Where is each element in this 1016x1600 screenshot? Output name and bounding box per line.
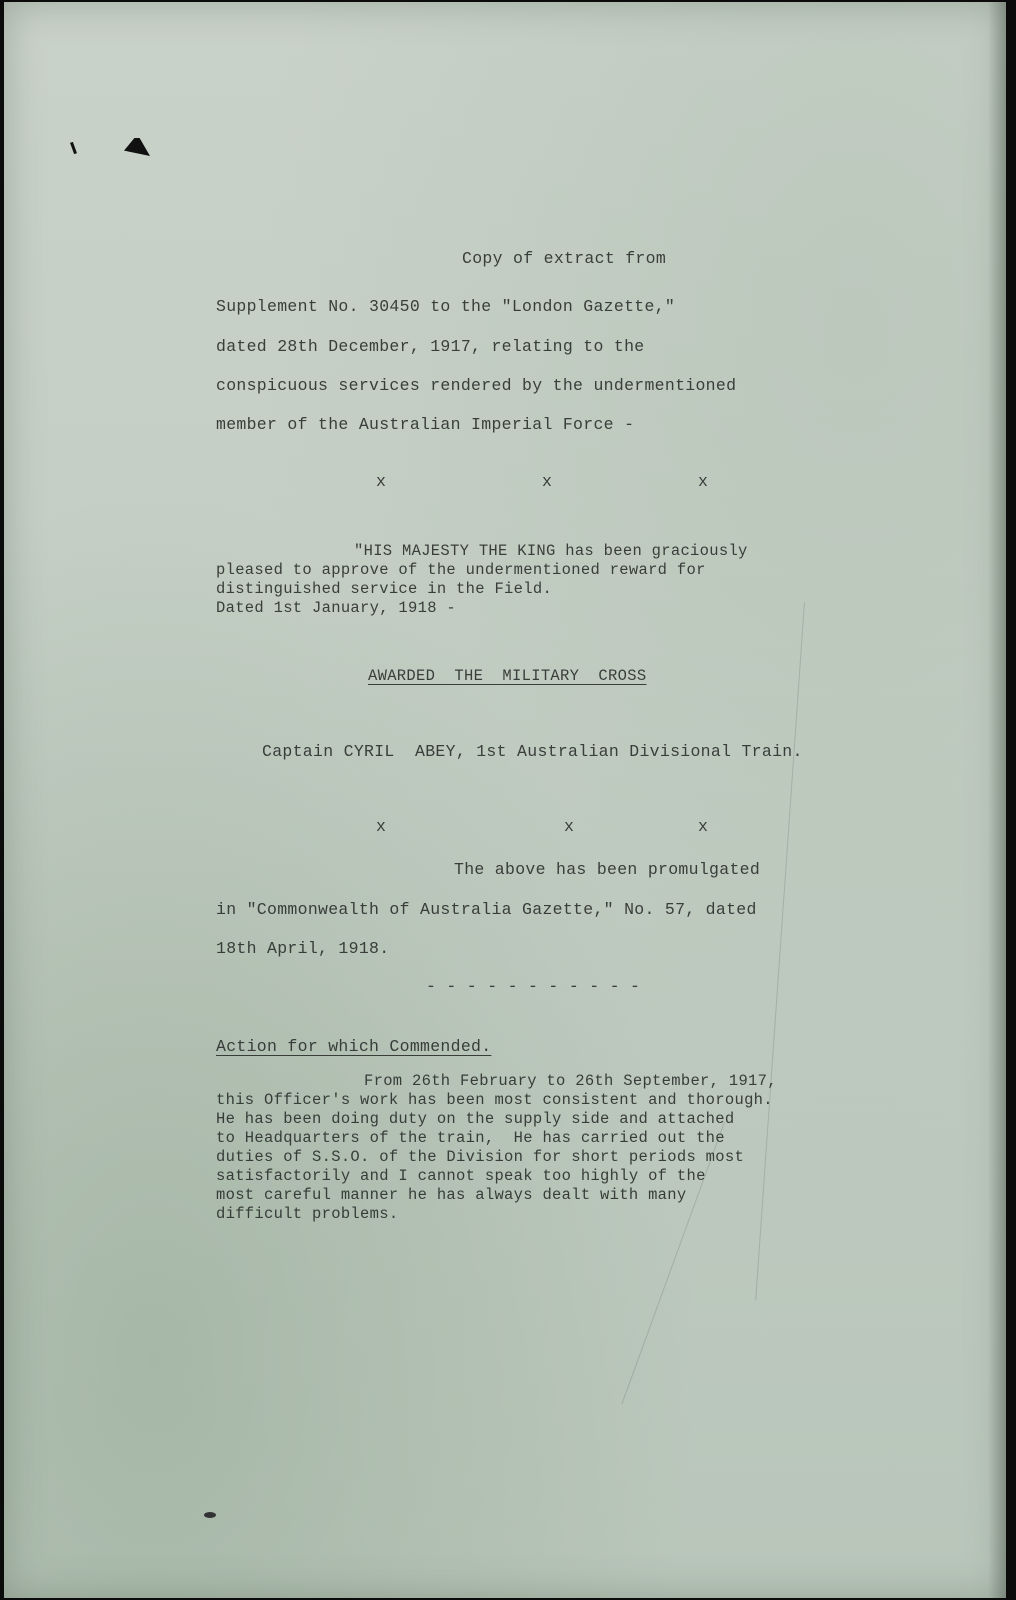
announcement-line-3: distinguished service in the Field. xyxy=(216,580,553,598)
separator-x: x xyxy=(564,817,575,836)
separator-x: x xyxy=(542,472,553,491)
separator-x: x xyxy=(698,817,709,836)
header-line-4: conspicuous services rendered by the undermentioned xyxy=(216,376,737,395)
action-line-2: this Officer's work has been most consistent and thorough. xyxy=(216,1091,773,1109)
recipient-line: Captain CYRIL ABEY, 1st Australian Divisional Train. xyxy=(262,742,803,761)
action-line-4: to Headquarters of the train, He has carried out the xyxy=(216,1129,725,1147)
separator-x: x xyxy=(376,472,387,491)
action-line-3: He has been doing duty on the supply side and attached xyxy=(216,1110,735,1128)
promulgation-line-1: The above has been promulgated xyxy=(454,860,761,879)
paper-crease xyxy=(755,602,805,1300)
header-line-2: Supplement No. 30450 to the "London Gazette," xyxy=(216,297,676,316)
ink-mark xyxy=(124,138,150,156)
action-line-6: satisfactorily and I cannot speak too highly of the xyxy=(216,1167,706,1185)
ink-mark xyxy=(204,1512,216,1518)
promulgation-line-3: 18th April, 1918. xyxy=(216,939,390,958)
action-heading: Action for which Commended. xyxy=(216,1037,492,1056)
promulgation-line-2: in "Commonwealth of Australia Gazette," No. 57, dated xyxy=(216,900,757,919)
header-line-1: Copy of extract from xyxy=(462,249,667,268)
separator-x: x xyxy=(376,817,387,836)
separator-x: x xyxy=(698,472,709,491)
action-line-1: From 26th February to 26th September, 1917, xyxy=(364,1072,777,1090)
award-heading: AWARDED THE MILITARY CROSS xyxy=(368,667,647,685)
action-line-5: duties of S.S.O. of the Division for short periods most xyxy=(216,1148,745,1166)
document-sheet xyxy=(4,2,1006,1598)
header-line-5: member of the Australian Imperial Force - xyxy=(216,415,635,434)
announcement-line-1: "HIS MAJESTY THE KING has been graciously xyxy=(354,542,748,560)
action-line-7: most careful manner he has always dealt with many xyxy=(216,1186,687,1204)
action-line-8: difficult problems. xyxy=(216,1205,399,1223)
header-line-3: dated 28th December, 1917, relating to the xyxy=(216,337,645,356)
dash-rule: - - - - - - - - - - - xyxy=(426,977,641,996)
announcement-line-4: Dated 1st January, 1918 - xyxy=(216,599,457,617)
ink-mark xyxy=(70,142,77,154)
announcement-line-2: pleased to approve of the undermentioned reward for xyxy=(216,561,706,579)
